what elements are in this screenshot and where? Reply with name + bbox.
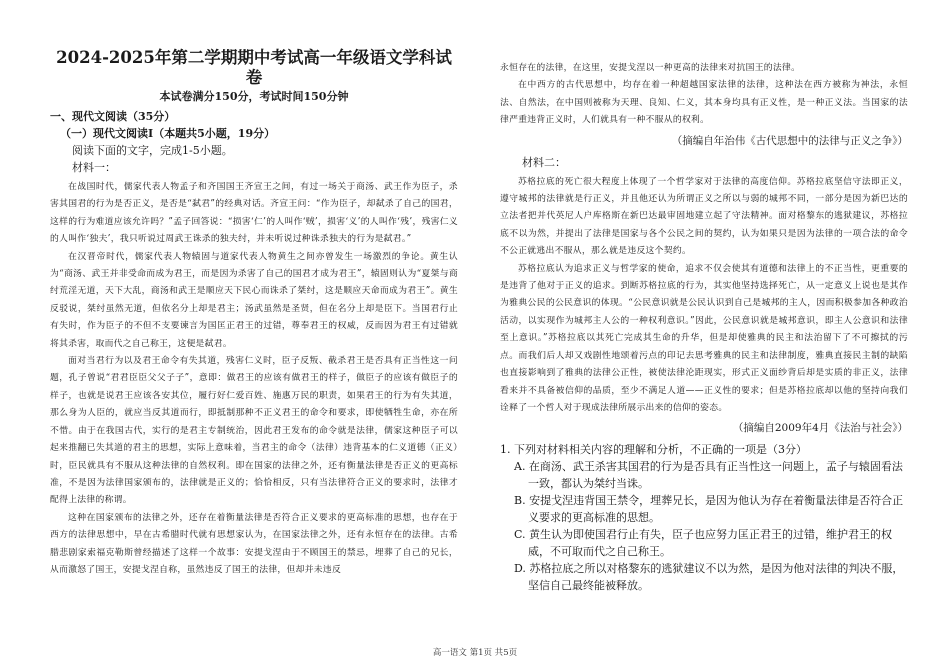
material2-source: （摘编自2009年4月《法治与社会》）: [732, 422, 908, 435]
material1-paragraph: 这种在国家颁布的法律之外，还存在着衡量法律是否符合正义要求的更高标准的思想，也存在于西方的法律思想中，早在古希腊时代就有思想家认为，在国家法律之外，还有永恒存在的法律。古希腊悲剧家索福克勒斯曾经描述了这样一个故事：安提戈涅由于不顾国王的禁忌，埋葬了自己的兄长，从而激怒了国王，安提戈涅自称，虽然违反了国王的法律，但却并未违反: [50, 512, 458, 575]
option-c: C. 黄生认为即使国君行止有失，臣子也应努力匡正君王的过错，维护君王的权威，不可取而代之自己称王。: [514, 528, 893, 559]
material1-paragraph: 在战国时代，儒家代表人物孟子和齐国国王齐宣王之间，有过一场关于商汤、武王作为臣子，杀害其国君的行为是否正义，是否是“弑君”的经典对话。齐宣王问：“作为臣子，却弑杀了自己的国君，这样的行为难道应该允许吗？”孟子回答说：“损害‘仁’的人叫作‘贼’，损害‘义’的人叫作‘残’，残害仁义的人叫作‘独夫’，我只听说过周武王诛杀的独夫纣，并未听说过种诛杀独夫的行为是弑君。”: [50, 182, 458, 245]
material2-label: 材料二：: [522, 155, 566, 169]
exam-title: 2024-2025年第二学期期中考试高一年级语文学科试卷: [56, 48, 452, 87]
question-stem: 1. 下列对材料相关内容的理解和分析，不正确的一项是（3分）: [500, 443, 807, 457]
material1-paragraph: 在汉晋帝时代，儒家代表人物辕固与道家代表人物黄生之间亦曾发生一场激烈的争论。黄生认为“商汤、武王并非受命而成为君王，而是因为杀害了自己的国君才成为君王”，辕固则认为“夏桀与商纣荒淫无道，天下大乱，商汤和武王是顺应天下民心而诛杀了桀纣，这是顺应天命而成为君王”。黄生反驳说，桀纣虽然无道，但依名分上却是君主；汤武虽然是圣贤，但在名分上却是臣下。当国君行止有失时，作为臣子的不但不支要谏言为国匡正君王的过错，尊奉君王的权威，反而因为君王有过错就将其杀害，取而代之自己称王，这便是弑君。: [50, 251, 458, 349]
option-b: B. 安提戈涅违背国王禁令，埋葬兄长，是因为他认为存在着衡量法律是否符合正义要求的更高标准的思想。: [514, 494, 904, 525]
material2-paragraph: 苏格拉底的死亡很大程度上体现了一个哲学家对于法律的高度信仰。苏格拉底坚信守法即正义，遵守城邦的法律就是行正义，并且他还认为所谓正义之所以与弱的城邦不同，一部分是因为新巴达的立法者把并代英尼人户库格斯在新巴达最审固地建立起了守法精神。面对格黎东的逃狱建议，苏格拉底不以为然，并提出了法律是国家与各个公民之间的契约，认为如果只是因为法律的一项合法的命令不公正就逃出不服从，那么就是违反这个契约。: [500, 176, 908, 257]
page-footer: 高一语文 第1页 共5页: [432, 648, 518, 658]
material1-source: （摘编自年治伟《古代思想中的法律与正义之争》）: [671, 134, 908, 147]
option-a: A. 在商汤、武王杀害其国君的行为是否具有正当性这一问题上，孟子与辕固看法一致，都认为桀纣当诛。: [514, 460, 903, 491]
material2-paragraph: 苏格拉底认为追求正义与哲学家的使命，追求不仅会使其有道德和法律上的不正当性，更重要的是违背了他对于正义的追求。到断苏格拉底的行为，其实他坚持选择死亡，从一定意义上说也是其作为雅典公民的公民意识的体现。“公民意识就是公民认识到自己是城邦的主人，因而积极参加各种政治活动，以实现作为城邦主人公的一种权利意识。”因此，公民意识就是城邦意识，即主人公意识和法律至上意识。”苏格拉底以其死亡完成其生命的升华，但是却使雅典的民主和法治留下了不可擦拭的污点。而我们后人却又戏剧性地颂着污点的印记去思考雅典的民主和法律制度，雅典直接民主制的缺陷也直接影响到了雅典的法律公正性，被使法律沦距现实，形式正义面纱背后却是实质的非正义，法律看来并不具备被信仰的品质，至少不满足人道——正义性的要求；但是苏格拉底却以他的坚持向我们诠释了一个哲人对于现成法律所展示出来的信仰的姿态。: [500, 263, 908, 413]
subsection-heading: （一）现代文阅读Ⅰ（本题共5小题，19分）: [60, 127, 276, 140]
material1-paragraph: 面对当君行为以及君王命令有失其道，残害仁义时，臣子反叛、截杀君王是否具有正当性这一问题，孔子曾说“君君臣臣父父子子”，意即：做君王的应该有做君王的样子，做臣子的应该有做臣子的样子，也就是说君王应该各安其位，履行好仁爱百姓、施惠万民的职责，如果君王的行为有失其道，那么身为人臣的，就应当反其道而行，即抵制那种不正义君王的命令和要求，即使牺牲生命，亦在所不惜。由于在我国古代，实行的是君主专制统治，因此君王发布的命令就是法律，儒家这种臣子可以起来推翻已失其道的君主的思想，实际上意味着，当君主的命令（法律）违背基本的仁义道德（正义）时，臣民就具有不服从这种法律的自然权利。即在国家的法律之外，还有衡量法律是否正义的更高标准，不是因为法律国家颁布的，法律就是正义的；恰恰相反，只有当法律符合正义的要求时，法律才配得上法律的称谓。: [50, 356, 458, 506]
material1-label: 材料一：: [72, 161, 116, 174]
continued-paragraph: 在中西方的古代思想中，均存在着一种超越国家法律的法律，这种法在西方被称为神法，永恒法、自然法，在中国则被称为天理、良知、仁义，其本身均具有正义性，是一种正义法。当国家的法律严重违背正义时，人们就具有一种不服从的权利。: [500, 80, 908, 126]
continued-paragraph: 永恒存在的法律，在这里，安提戈涅以一种更高的法律来对抗国王的法律。: [500, 63, 801, 73]
option-d: D. 苏格拉底之所以对格黎东的逃狱建议不以为然，是因为他对法律的判决不服，坚信自己最终能被释放。: [514, 562, 904, 593]
right-column: [500, 60, 908, 594]
exam-subtitle: 本试卷满分150分，考试时间150分钟: [159, 90, 349, 103]
left-column: [50, 48, 458, 579]
section-heading: 一、现代文阅读（35分）: [50, 110, 176, 123]
instruction-text: 阅读下面的文字，完成1-5小题。: [72, 144, 233, 157]
